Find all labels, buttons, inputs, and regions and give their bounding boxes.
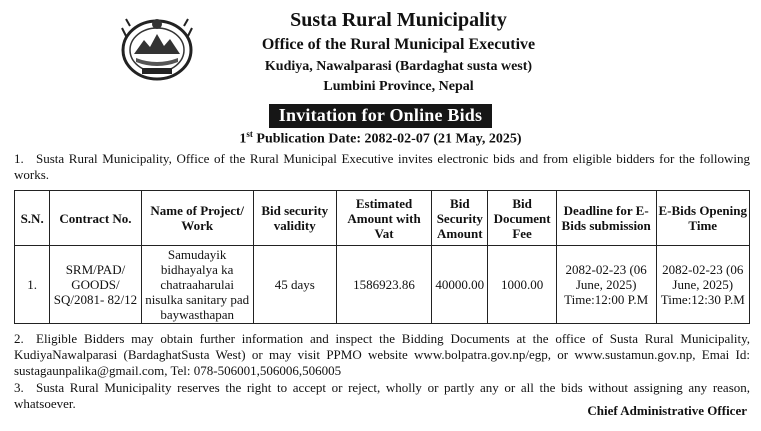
publication-ordinal: 1 bbox=[239, 131, 247, 147]
table-row bbox=[15, 246, 750, 324]
paragraph-2-number: 2. bbox=[14, 331, 24, 346]
office-name: Office of the Rural Municipal Executive bbox=[261, 36, 536, 53]
signature-title: Chief Administrative Officer bbox=[587, 403, 747, 418]
col-project-name: Name of Project/ Work bbox=[141, 191, 253, 246]
col-contract-no: Contract No. bbox=[50, 191, 141, 246]
col-bid-security-validity: Bid security validity bbox=[253, 191, 336, 246]
cell-opening-time: 2082-02-23 (06 June, 2025) Time:12:30 P.M bbox=[656, 246, 750, 324]
table-header-row bbox=[15, 191, 750, 246]
col-document-fee: Bid Document Fee bbox=[488, 191, 557, 246]
publication-label: Publication Date: 2082-02-07 (21 May, 2025) bbox=[252, 131, 522, 147]
cell-project-name: Samudayik bidhayalya ka chatraaharulai nisulka sanitary pad baywasthapan bbox=[141, 246, 253, 324]
paragraph-1 bbox=[14, 151, 750, 183]
publication-ordinal-suffix: st bbox=[246, 129, 253, 139]
col-opening-time: E-Bids Opening Time bbox=[656, 191, 750, 246]
bids-table bbox=[14, 190, 750, 324]
cell-document-fee: 1000.00 bbox=[488, 246, 557, 324]
paragraph-2-text: Eligible Bidders may obtain further information and inspect the Bidding Documents at the office of Susta Rural Municipality, KudiyaNawalparasi (BardaghatSusta West) or may visit PPMO website www.bolpatra.gov.np/egp, or www.sustamun.gov.np, Emai Id: sustagaunpalika@gmail.com, Tel: 078-506001,506006,506005 bbox=[14, 331, 750, 378]
paragraph-2 bbox=[14, 331, 750, 379]
cell-estimated-amount: 1586923.86 bbox=[336, 246, 432, 324]
paragraph-3-text: Susta Rural Municipality reserves the right to accept or reject, wholly or partly any or all the bids without assigning any reason, whatsoever. bbox=[14, 380, 750, 411]
notice-header bbox=[0, 0, 761, 150]
col-deadline: Deadline for E-Bids submission bbox=[556, 191, 656, 246]
notice-title-banner: Invitation for Online Bids bbox=[269, 104, 492, 128]
col-estimated-amount: Estimated Amount with Vat bbox=[336, 191, 432, 246]
paragraph-1-text: Susta Rural Municipality, Office of the Rural Municipal Executive invites electronic bids and from eligible bidders for the following works. bbox=[14, 151, 750, 182]
cell-validity: 45 days bbox=[253, 246, 336, 324]
cell-security-amount: 40000.00 bbox=[432, 246, 488, 324]
cell-sn: 1. bbox=[15, 246, 50, 324]
address-line-2: Lumbini Province, Nepal bbox=[323, 79, 474, 94]
banner-wrap bbox=[0, 104, 761, 128]
paragraph-1-number: 1. bbox=[14, 151, 24, 166]
cell-contract-no: SRM/PAD/ GOODS/ SQ/2081- 82/12 bbox=[50, 246, 141, 324]
col-bid-security-amount: Bid Security Amount bbox=[432, 191, 488, 246]
col-sn: S.N. bbox=[15, 191, 50, 246]
municipality-name: Susta Rural Municipality bbox=[290, 9, 507, 31]
publication-date bbox=[0, 129, 761, 148]
address-line-1: Kudiya, Nawalparasi (Bardaghat susta west) bbox=[264, 59, 533, 74]
paragraph-3-number: 3. bbox=[14, 380, 24, 395]
cell-deadline: 2082-02-23 (06 June, 2025) Time:12:00 P.M bbox=[556, 246, 656, 324]
